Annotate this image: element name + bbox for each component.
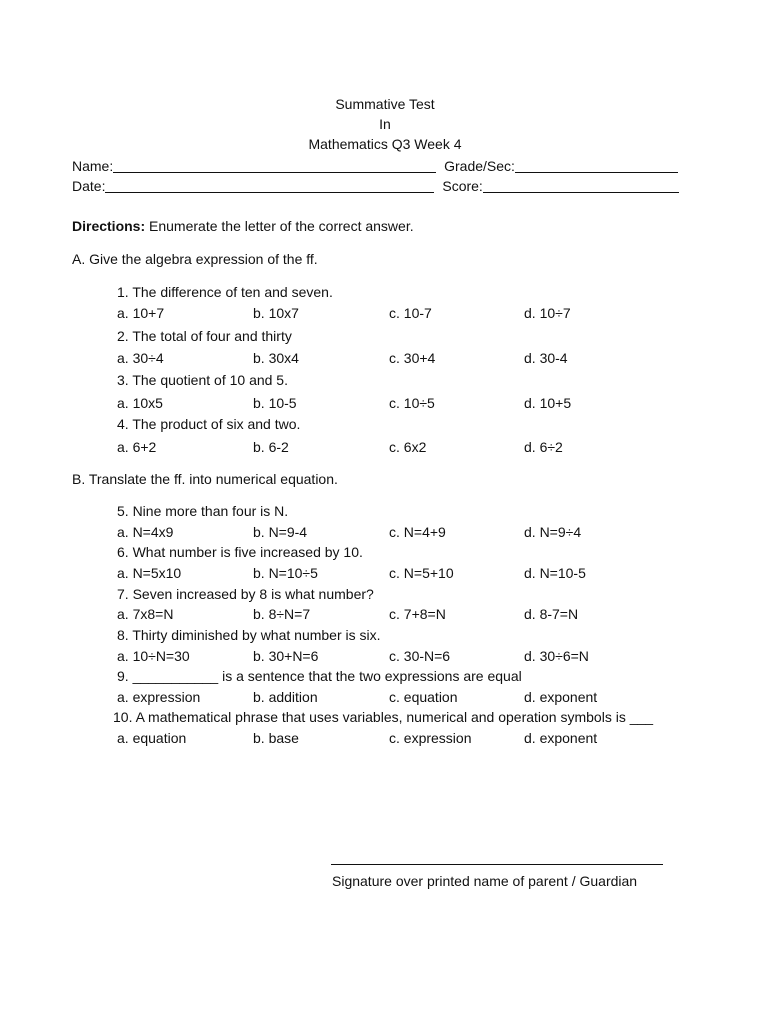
choice-10b: b. base: [253, 730, 299, 746]
choices-6: [117, 563, 737, 583]
choice-4d: d. 6÷2: [524, 439, 563, 455]
test-subject: Mathematics Q3 Week 4: [308, 136, 462, 152]
choice-1d: d. 10÷7: [524, 305, 571, 321]
choice-9a: a. expression: [117, 689, 201, 705]
choice-4b: b. 6-2: [253, 439, 289, 455]
choice-5a: a. N=4x9: [117, 524, 174, 540]
choice-1a: a. 10+7: [117, 305, 165, 321]
choices-5: [117, 522, 737, 542]
test-title-in: In: [379, 116, 391, 132]
choice-1c: c. 10-7: [389, 305, 432, 321]
date-label: Date:: [72, 178, 106, 194]
question-10: 10. A mathematical phrase that uses variables, numerical and operation symbols is ___: [113, 709, 654, 725]
question-7: 7. Seven increased by 8 is what number?: [117, 586, 374, 602]
choices-4: [117, 437, 737, 457]
score-label: Score:: [442, 178, 483, 194]
name-label: Name:: [72, 158, 114, 174]
choice-10a: a. equation: [117, 730, 187, 746]
choice-7b: b. 8÷N=7: [253, 606, 311, 622]
choice-1b: b. 10x7: [253, 305, 299, 321]
title-block: [0, 94, 768, 154]
choices-9: [117, 687, 737, 707]
choice-2d: d. 30-4: [524, 350, 568, 366]
choices-3: [117, 393, 737, 413]
choice-4a: a. 6+2: [117, 439, 157, 455]
choice-2c: c. 30+4: [389, 350, 436, 366]
choices-7: [117, 604, 737, 624]
choice-3c: c. 10÷5: [389, 395, 435, 411]
choice-7d: d. 8-7=N: [524, 606, 579, 622]
choice-7a: a. 7x8=N: [117, 606, 174, 622]
choice-3d: d. 10+5: [524, 395, 572, 411]
choice-7c: c. 7+8=N: [389, 606, 446, 622]
choice-10d: d. exponent: [524, 730, 598, 746]
choice-5b: b. N=9-4: [253, 524, 308, 540]
section-b-title: B. Translate the ff. into numerical equation.: [72, 471, 338, 487]
date-score-row: [72, 176, 712, 196]
choice-9b: b. addition: [253, 689, 318, 705]
choice-3b: b. 10-5: [253, 395, 297, 411]
question-5: 5. Nine more than four is N.: [117, 503, 289, 519]
choice-8d: d. 30÷6=N: [524, 648, 589, 664]
choice-8a: a. 10÷N=30: [117, 648, 190, 664]
choice-6b: b. N=10÷5: [253, 565, 318, 581]
choice-9c: c. equation: [389, 689, 458, 705]
question-8: 8. Thirty diminished by what number is six.: [117, 627, 381, 643]
question-6: 6. What number is five increased by 10.: [117, 544, 363, 560]
question-9: 9. ___________ is a sentence that the two expressions are equal: [117, 668, 522, 684]
choice-6d: d. N=10-5: [524, 565, 586, 581]
directions-label: Directions:: [72, 218, 146, 234]
choice-6c: c. N=5+10: [389, 565, 454, 581]
signature-line[interactable]: [331, 864, 663, 865]
grade-field[interactable]: [515, 158, 678, 173]
choices-1: [117, 303, 737, 323]
score-field[interactable]: [483, 178, 679, 193]
choice-2a: a. 30÷4: [117, 350, 164, 366]
directions: [72, 216, 414, 236]
question-1: 1. The difference of ten and seven.: [117, 284, 333, 300]
choice-3a: a. 10x5: [117, 395, 163, 411]
choices-2: [117, 348, 737, 368]
choice-10c: c. expression: [389, 730, 472, 746]
choice-5c: c. N=4+9: [389, 524, 446, 540]
test-title: Summative Test: [335, 96, 435, 112]
grade-label: Grade/Sec:: [444, 158, 515, 174]
choice-5d: d. N=9÷4: [524, 524, 582, 540]
section-a-title: A. Give the algebra expression of the ff.: [72, 251, 318, 267]
question-4: 4. The product of six and two.: [117, 416, 301, 432]
choice-6a: a. N=5x10: [117, 565, 182, 581]
choice-9d: d. exponent: [524, 689, 598, 705]
question-3: 3. The quotient of 10 and 5.: [117, 372, 288, 388]
signature-label: Signature over printed name of parent / Guardian: [332, 873, 638, 889]
date-field[interactable]: [105, 178, 434, 193]
name-grade-row: [72, 156, 712, 176]
choices-8: [117, 646, 737, 666]
name-field[interactable]: [113, 158, 436, 173]
choice-2b: b. 30x4: [253, 350, 299, 366]
directions-text: Enumerate the letter of the correct answer.: [145, 218, 414, 234]
question-2: 2. The total of four and thirty: [117, 328, 292, 344]
choice-4c: c. 6x2: [389, 439, 427, 455]
choice-8b: b. 30+N=6: [253, 648, 319, 664]
choices-10: [117, 728, 737, 748]
choice-8c: c. 30-N=6: [389, 648, 451, 664]
